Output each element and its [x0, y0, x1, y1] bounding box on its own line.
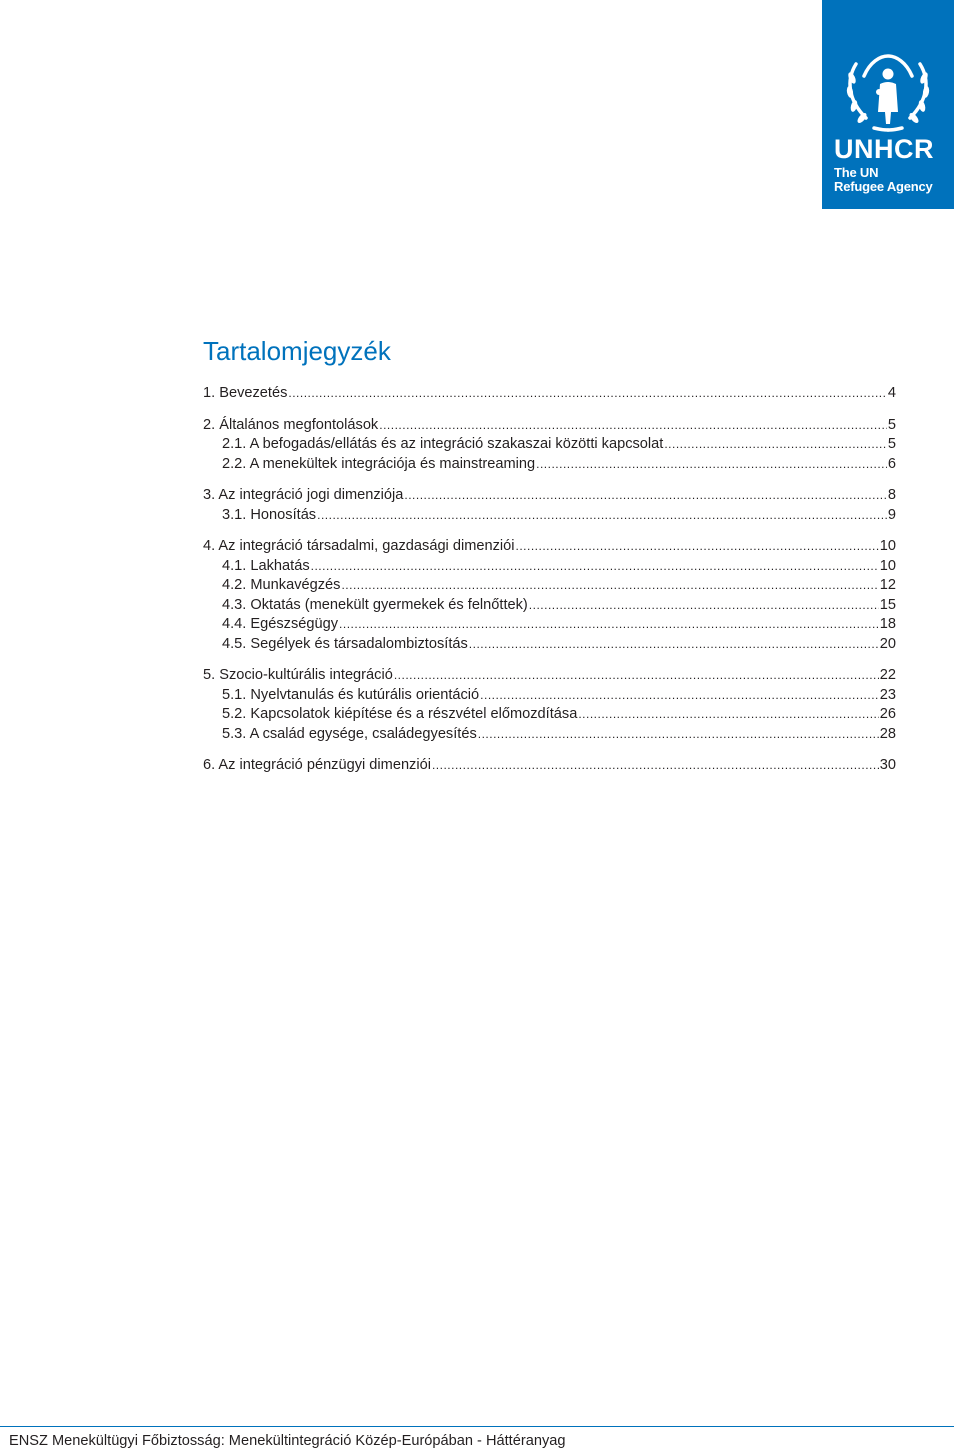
- toc-entry-label: 4.5. Segélyek és társadalombiztosítás: [222, 635, 468, 652]
- toc-page-number: 10: [879, 538, 896, 554]
- toc-entry-label: 2.1. A befogadás/ellátás és az integráció szakaszai közötti kapcsolat: [222, 436, 664, 452]
- toc-leader-dots: [478, 725, 879, 745]
- toc-group: [203, 666, 896, 744]
- toc-entry[interactable]: [203, 455, 896, 475]
- toc-page-number: 20: [879, 635, 896, 652]
- toc-leader-dots: [578, 705, 878, 725]
- toc-entry-label: 4. Az integráció társadalmi, gazdasági dimenziói: [203, 538, 515, 554]
- toc-leader-dots: [432, 756, 879, 776]
- toc-leader-dots: [404, 486, 887, 506]
- toc-page-number: 22: [879, 667, 896, 683]
- toc-group: [203, 486, 896, 525]
- toc-leader-dots: [480, 686, 879, 706]
- toc-page-number: 12: [879, 577, 896, 593]
- toc-entry-label: 2.2. A menekültek integrációja és mainstreaming: [222, 455, 536, 472]
- toc-entry[interactable]: [203, 557, 896, 577]
- toc-entry-label: 3.1. Honosítás: [222, 506, 317, 523]
- toc-leader-dots: [379, 416, 887, 436]
- toc-leader-dots: [339, 615, 879, 635]
- unhcr-emblem-icon: [822, 0, 954, 135]
- unhcr-logo: [822, 0, 954, 209]
- footer-rule: [0, 1426, 954, 1427]
- toc-entry-label: 5.2. Kapcsolatok kiépítése és a részvétel előmozdítása: [222, 706, 578, 722]
- toc-entry-label: 4.3. Oktatás (menekült gyermekek és felnőttek): [222, 596, 528, 613]
- toc-entry-label: 6. Az integráció pénzügyi dimenziói: [203, 757, 431, 773]
- toc-page-number: 5: [887, 416, 896, 433]
- toc-entry-label: 2. Általános megfontolások: [203, 416, 379, 433]
- toc-entry-label: 4.2. Munkavégzés: [222, 577, 341, 593]
- toc-page-number: 26: [879, 706, 896, 722]
- toc-entry[interactable]: [203, 576, 896, 596]
- toc-entry[interactable]: [203, 686, 896, 706]
- toc-entry[interactable]: [203, 596, 896, 616]
- logo-tagline: [834, 166, 933, 194]
- toc-group: [203, 537, 896, 654]
- toc-leader-dots: [664, 435, 887, 455]
- toc-entry[interactable]: [203, 506, 896, 526]
- toc-leader-dots: [341, 576, 878, 596]
- toc-page-number: 4: [887, 385, 896, 401]
- toc-page-number: 5: [887, 436, 896, 452]
- toc-group: [203, 384, 896, 404]
- toc-entry[interactable]: [203, 537, 896, 557]
- toc-group: [203, 756, 896, 776]
- logo-tagline-line1: The UN: [834, 165, 879, 180]
- logo-wordmark: UNHCR: [834, 134, 934, 164]
- toc-page-number: 28: [879, 725, 896, 742]
- toc-leader-dots: [394, 666, 879, 686]
- toc-entry[interactable]: [203, 435, 896, 455]
- toc-title: Tartalomjegyzék: [203, 336, 391, 366]
- toc-entry[interactable]: [203, 416, 896, 436]
- toc-leader-dots: [469, 635, 879, 655]
- toc-page-number: 18: [879, 616, 896, 632]
- toc-leader-dots: [311, 557, 879, 577]
- toc-entry[interactable]: [203, 384, 896, 404]
- toc-group: [203, 416, 896, 475]
- toc-entry[interactable]: [203, 666, 896, 686]
- toc-entry-label: 3. Az integráció jogi dimenziója: [203, 487, 404, 503]
- toc-entry-label: 5. Szocio-kultúrális integráció: [203, 667, 393, 683]
- toc-page-number: 15: [879, 596, 896, 613]
- toc-entry-label: 4.4. Egészségügy: [222, 616, 339, 632]
- toc-entry[interactable]: [203, 725, 896, 745]
- logo-tagline-line2: Refugee Agency: [834, 179, 933, 194]
- toc-entry-label: 4.1. Lakhatás: [222, 557, 310, 574]
- toc-leader-dots: [317, 506, 887, 526]
- toc-entry[interactable]: [203, 705, 896, 725]
- toc-leader-dots: [536, 455, 887, 475]
- toc-entry-label: 5.1. Nyelvtanulás és kutúrális orientáció: [222, 686, 480, 703]
- toc-page-number: 8: [887, 487, 896, 503]
- toc-page-number: 9: [887, 506, 896, 523]
- toc-entry-label: 1. Bevezetés: [203, 385, 288, 401]
- toc-page-number: 23: [879, 686, 896, 703]
- toc-entry[interactable]: [203, 756, 896, 776]
- table-of-contents: [203, 384, 896, 788]
- toc-leader-dots: [288, 384, 887, 404]
- toc-leader-dots: [516, 537, 879, 557]
- toc-page-number: 10: [879, 557, 896, 574]
- footer-text: ENSZ Menekültügyi Főbiztosság: Menekültintegráció Közép-Európában - Háttéranyag: [9, 1433, 566, 1449]
- toc-entry[interactable]: [203, 635, 896, 655]
- toc-entry[interactable]: [203, 615, 896, 635]
- toc-entry[interactable]: [203, 486, 896, 506]
- toc-entry-label: 5.3. A család egysége, családegyesítés: [222, 725, 477, 742]
- toc-page-number: 30: [879, 757, 896, 773]
- toc-page-number: 6: [887, 455, 896, 472]
- toc-leader-dots: [529, 596, 879, 616]
